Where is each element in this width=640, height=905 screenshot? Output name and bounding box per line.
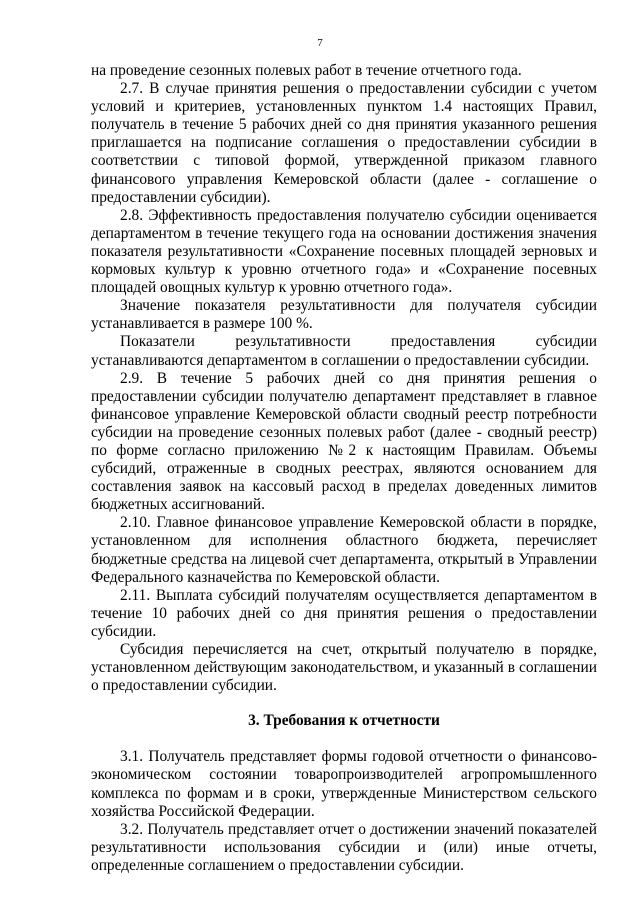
paragraph-3-1: 3.1. Получатель представляет формы годовой отчетности о финансово-экономическом состоянии товаропроизводителей агропромышленного комплекса по формам и в сроки, утвержденные Министерством сельского хозяйства Российской Федерации. <box>91 748 597 820</box>
paragraph-2-11: 2.11. Выплата субсидий получателям осуществляется департаментом в течение 10 рабочих дней со дня принятия решения о предоставлении субсидии. <box>91 586 597 640</box>
paragraph-2-9: 2.9. В течение 5 рабочих дней со дня принятия решения о предоставлении субсидии получателю департамент представляет в главное финансовое управление Кемеровской области сводный реестр потребности субсидии на проведение сезонных полевых работ (далее - сводный реестр) по форме согласно приложению №2 к настоящим Правилам. Объемы субсидий, отраженные в сводных реестрах, являются основанием для составления заявок на кассовый расход в пределах доведенных лимитов бюджетных ассигнований. <box>91 369 597 514</box>
paragraph-indicator-value: Значение показателя результативности для получателя субсидии устанавливается в размере 100 %. <box>91 297 597 333</box>
paragraph-subsidy-transfer: Субсидия перечисляется на счет, открытый получателю в порядке, установленном действующим законодательством, и указанный в соглашении о предоставлении субсидии. <box>91 641 597 695</box>
paragraph-continuation: на проведение сезонных полевых работ в течение отчетного года. <box>91 62 522 79</box>
page-number: 7 <box>317 37 323 49</box>
paragraph-3-2: 3.2. Получатель представляет отчет о достижении значений показателей результативности использования субсидии и (или) иные отчеты, определенные соглашением о предоставлении субсидии. <box>91 820 597 874</box>
paragraph-indicators: Показатели результативности предоставления субсидии устанавливаются департаментом в соглашении о предоставлении субсидии. <box>91 333 597 369</box>
paragraph-2-8: 2.8. Эффективность предоставления получателю субсидии оценивается департаментом в течение текущего года на основании достижения значения показателя результативности «Сохранение посевных площадей зерновых и кормовых культур к уровню отчетного года» и «Сохранение посевных площадей овощных культур к уровню отчетного года». <box>91 206 597 297</box>
paragraph-2-10: 2.10. Главное финансовое управление Кемеровской области в порядке, установленном для исполнения областного бюджета, перечисляет бюджетные средства на лицевой счет департамента, открытый в Управлении Федерального казначейства по Кемеровской области. <box>91 514 597 586</box>
document-body <box>91 62 597 875</box>
section-heading: 3. Требования к отчетности <box>248 712 440 730</box>
paragraph-2-7: 2.7. В случае принятия решения о предоставлении субсидии с учетом условий и критериев, установленных пунктом 1.4 настоящих Правил, получатель в течение 5 рабочих дней со дня принятия указанного решения приглашается на подписание соглашения о предоставлении субсидии в соответствии с типовой формой, утвержденной приказом главного финансового управления Кемеровской области (далее - соглашение о предоставлении субсидии). <box>91 80 597 206</box>
